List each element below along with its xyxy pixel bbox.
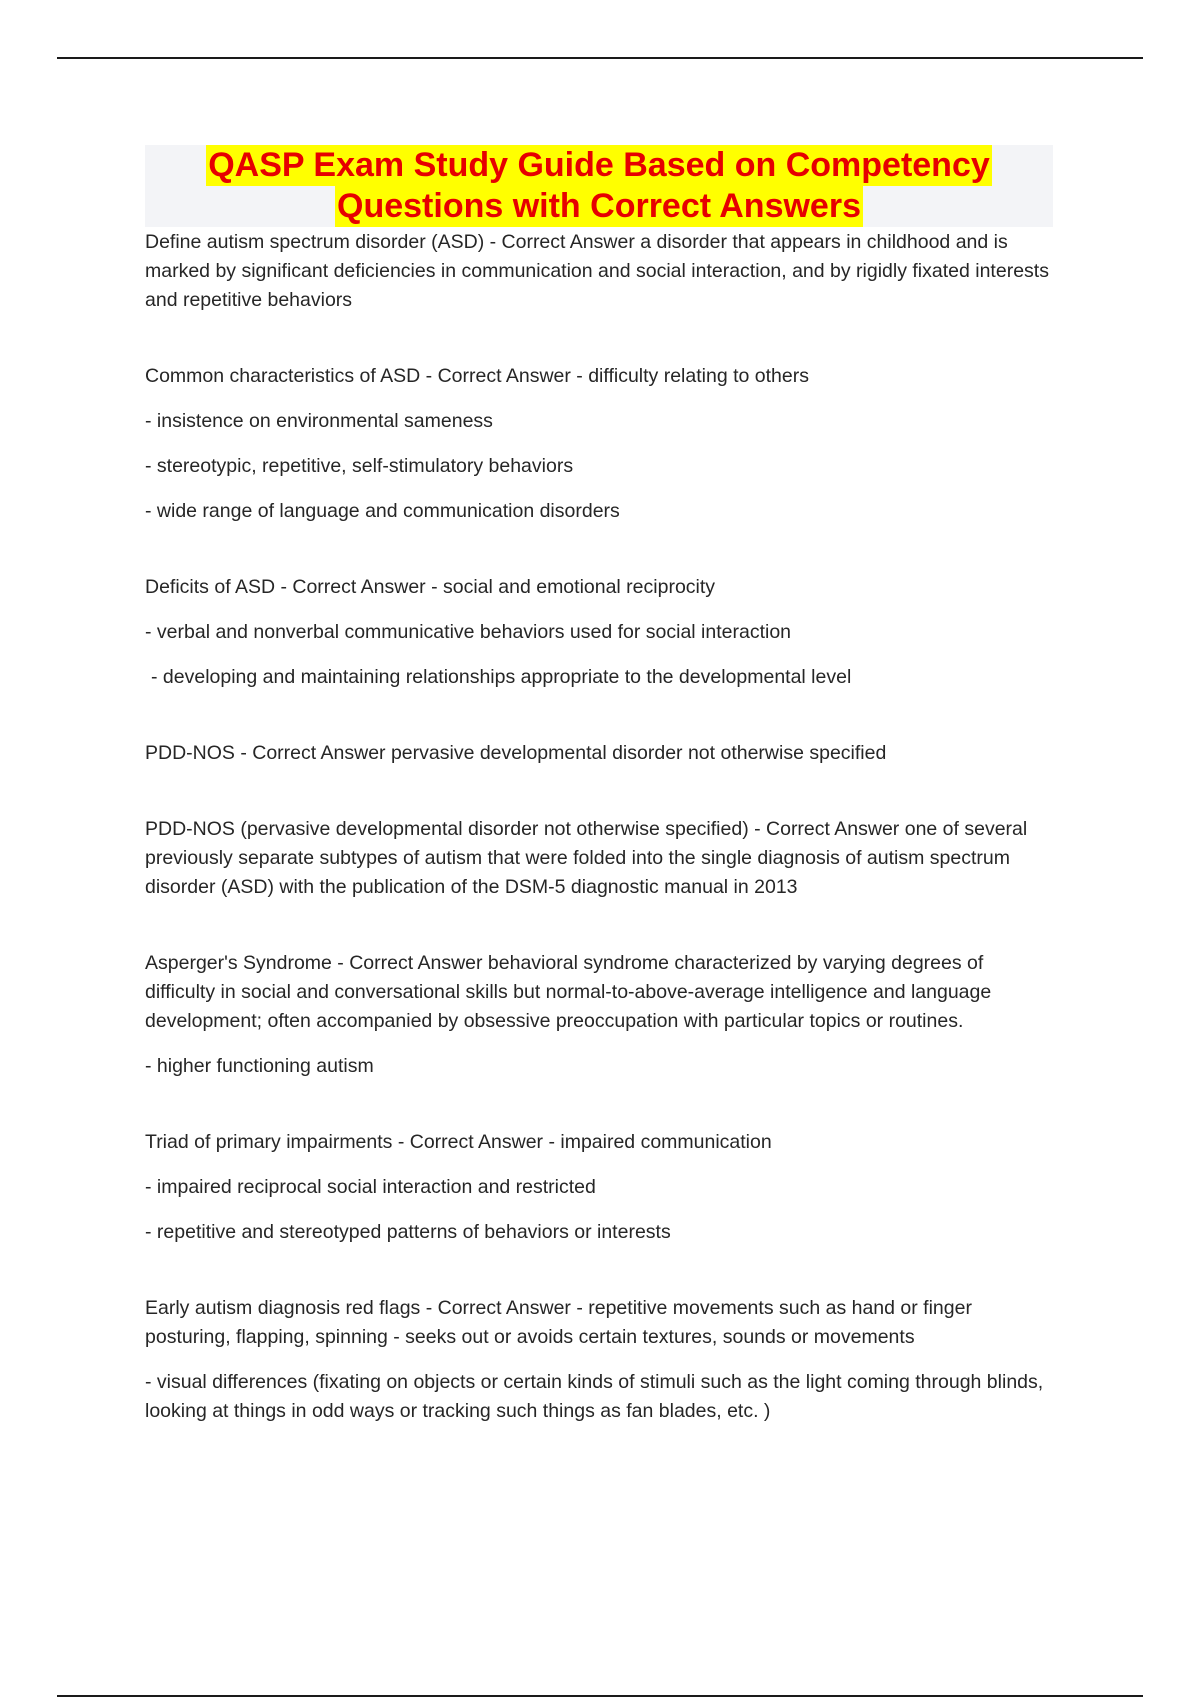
qa-line: - developing and maintaining relationships appropriate to the developmental level [151, 666, 852, 688]
qa-line: Define autism spectrum disorder (ASD) - Correct Answer a disorder that appears in childhood and is marked by significant deficiencies in communication and social interaction, and by rigidly fixated interests and repetitive behaviors [145, 231, 1049, 311]
header-rule [57, 57, 1143, 59]
qa-line: - insistence on environmental sameness [145, 410, 493, 432]
qa-line: PDD-NOS (pervasive developmental disorder not otherwise specified) - Correct Answer one of several previously separate subtypes of autism that were folded into the single diagnosis of autism spectrum disorder (ASD) with the publication of the DSM-5 diagnostic manual in 2013 [145, 818, 1028, 898]
title-line-1: QASP Exam Study Guide Based on Competency [208, 146, 990, 184]
footer-rule [57, 1695, 1143, 1697]
qa-line: - wide range of language and communication disorders [145, 500, 620, 522]
qa-line: - verbal and nonverbal communicative behaviors used for social interaction [145, 621, 792, 643]
qa-item [145, 1128, 1050, 1247]
qa-item [145, 362, 1050, 526]
title-line-2: Questions with Correct Answers [337, 187, 861, 225]
qa-item [145, 739, 1050, 768]
qa-item [145, 1294, 1050, 1426]
qa-item [145, 949, 1050, 1081]
qa-line: Deficits of ASD - Correct Answer - social and emotional reciprocity [145, 576, 716, 598]
qa-line: - higher functioning autism [145, 1055, 374, 1077]
qa-line: - visual differences (fixating on objects or certain kinds of stimuli such as the light coming through blinds, looking at things in odd ways or tracking such things as fan blades, etc. ) [145, 1371, 1044, 1422]
document-title [145, 145, 1053, 227]
qa-line: PDD-NOS - Correct Answer pervasive developmental disorder not otherwise specified [145, 742, 887, 764]
qa-item [145, 573, 1050, 692]
qa-line: Common characteristics of ASD - Correct Answer - difficulty relating to others [145, 365, 809, 387]
qa-item [145, 228, 1050, 315]
qa-line: Early autism diagnosis red flags - Correct Answer - repetitive movements such as hand or finger posturing, flapping, spinning - seeks out or avoids certain textures, sounds or movements [145, 1297, 972, 1348]
qa-item [145, 815, 1050, 902]
qa-line: Triad of primary impairments - Correct Answer - impaired communication [145, 1131, 772, 1153]
qa-line: - stereotypic, repetitive, self-stimulatory behaviors [145, 455, 574, 477]
qa-line: - repetitive and stereotyped patterns of behaviors or interests [145, 1221, 671, 1243]
qa-line: Asperger's Syndrome - Correct Answer behavioral syndrome characterized by varying degrees of difficulty in social and conversational skills but normal-to-above-average intelligence and language development; often accompanied by obsessive preoccupation with particular topics or routines. [145, 952, 992, 1032]
qa-line: - impaired reciprocal social interaction and restricted [145, 1176, 596, 1198]
document-body [145, 228, 1050, 1442]
